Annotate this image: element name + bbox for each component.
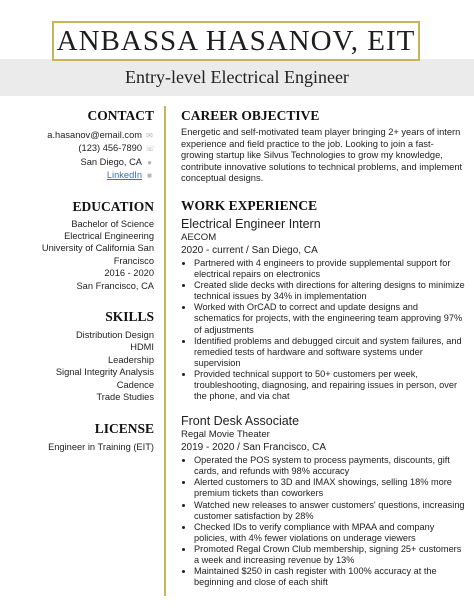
job-company: Regal Movie Theater bbox=[181, 429, 270, 441]
location-pin-icon: ● bbox=[147, 157, 152, 167]
skill-item: Trade Studies bbox=[96, 392, 154, 403]
linkedin-link[interactable]: LinkedIn bbox=[106, 170, 142, 181]
contact-heading: CONTACT bbox=[87, 108, 154, 123]
column-divider bbox=[164, 106, 166, 596]
linkedin-icon: ■ bbox=[147, 171, 152, 181]
skill-item: HDMI bbox=[130, 342, 154, 353]
job-bullet: • Maintained $250 in cash register with 100% accuracy at the beginning and close of each shift bbox=[194, 566, 466, 588]
job-bullet: • Identified problems and debugged circuit and system failures, and remedied tests of hardware and software systems under supervision bbox=[194, 336, 466, 369]
education-line: Bachelor of Science bbox=[71, 218, 154, 229]
phone-text: (123) 456-7890 bbox=[78, 143, 142, 154]
job-bullet: • Operated the POS system to process payments, discounts, gift cards, and refunds with 98% accuracy bbox=[194, 455, 466, 477]
job-entry bbox=[181, 217, 466, 402]
education-heading: EDUCATION bbox=[72, 198, 154, 214]
job-bullet: • Provided technical support to 50+ customers per week, troubleshooting, diagnosing, and repairing issues in person, over the phone, and via chat bbox=[194, 369, 466, 402]
envelope-icon: ✉ bbox=[146, 131, 153, 140]
job-dates: 2020 - current / San Diego, CA bbox=[181, 244, 318, 256]
job-bullet: • Checked IDs to verify compliance with MPAA and company policies, with 4% fewer violations on underage viewers bbox=[194, 522, 466, 544]
education-line: San Francisco, CA bbox=[76, 280, 154, 291]
experience-heading: WORK EXPERIENCE bbox=[181, 197, 318, 213]
education-line: Electrical Engineering bbox=[64, 231, 154, 242]
location-text: San Diego, CA bbox=[80, 156, 142, 167]
job-title: Electrical Engineer Intern bbox=[181, 216, 321, 231]
skill-item: Leadership bbox=[107, 354, 154, 365]
phone-icon: ☏ bbox=[145, 144, 156, 154]
education-line: 2016 - 2020 bbox=[104, 268, 154, 279]
skill-item: Distribution Design bbox=[75, 330, 154, 341]
education-line: Francisco bbox=[113, 255, 154, 266]
license-heading: LICENSE bbox=[94, 420, 154, 436]
job-bullet: • Watched new releases to answer customers' questions, increasing customer satisfaction by 28% bbox=[194, 500, 466, 522]
right-column bbox=[181, 108, 466, 588]
education-line: University of California San bbox=[41, 243, 154, 254]
job-company: AECOM bbox=[181, 231, 217, 243]
contact-phone bbox=[0, 142, 154, 155]
name-box bbox=[52, 21, 420, 61]
job-title-headline: Entry-level Electrical Engineer bbox=[125, 67, 349, 87]
skill-item: Cadence bbox=[116, 379, 154, 390]
contact-email bbox=[0, 129, 154, 142]
email-text: a.hasanov@email.com bbox=[47, 130, 142, 140]
job-dates: 2019 - 2020 / San Francisco, CA bbox=[181, 442, 327, 454]
objective-heading: CAREER OBJECTIVE bbox=[181, 108, 320, 123]
job-bullets bbox=[181, 455, 466, 588]
job-bullet: • Alerted customers to 3D and IMAX showings, selling 18% more premium tickets than coworkers bbox=[194, 477, 466, 499]
contact-location bbox=[0, 156, 154, 169]
skills-heading: SKILLS bbox=[105, 309, 154, 325]
objective-text: Energetic and self-motivated team player bringing 2+ years of intern experience and field practice to the job. Looking to join a fast-growing startup like Silvus Technologies to grow my knowledge, contribute innovative solutions to technical problems, and implement conceptual designs. bbox=[181, 127, 463, 184]
job-entry bbox=[181, 414, 466, 588]
job-title: Front Desk Associate bbox=[181, 414, 300, 429]
job-bullet: • Promoted Regal Crown Club membership, signing 25+ customers a week and increasing revenue by 13% bbox=[194, 544, 466, 566]
job-bullet: • Partnered with 4 engineers to provide supplemental support for electrical repairs on electronics bbox=[194, 258, 466, 280]
job-bullet: • Created slide decks with directions for altering designs to minimize technical issues by 34% in implementation bbox=[194, 280, 466, 302]
job-bullet: • Worked with OrCAD to correct and update designs and schematics for projects, with the engineering team approving 97% of adjustments bbox=[194, 302, 466, 335]
skill-item: Signal Integrity Analysis bbox=[55, 367, 154, 378]
candidate-name: ANBASSA HASANOV, EIT bbox=[56, 24, 416, 57]
job-bullets bbox=[181, 258, 466, 402]
left-column bbox=[0, 108, 154, 453]
contact-linkedin bbox=[0, 169, 154, 182]
license-item: Engineer in Training (EIT) bbox=[48, 441, 154, 452]
